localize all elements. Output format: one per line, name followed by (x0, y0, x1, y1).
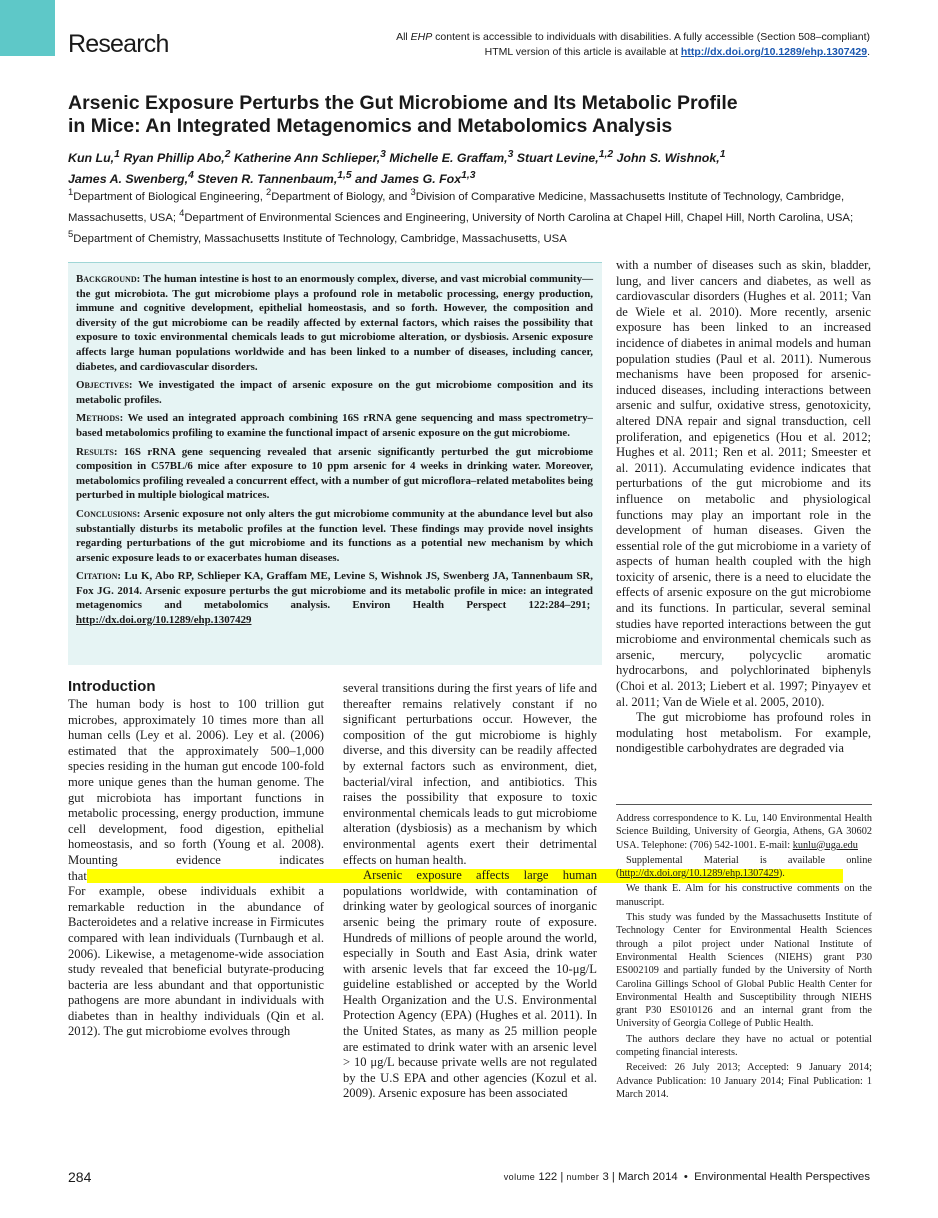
author-name: and James G. Fox (355, 172, 462, 187)
intro-text-continued: For example, obese individuals exhibit a remarkable reduction in the abundance of Bacteroidetes and a relative increase in Firmicutes compared with lean individuals (Turnbaugh et al. 2006). Likewise, a metagenome-wide association study revealed that beneficial butyrate-producing bacteria are less abundant and that opportunistic pathogens are more abundant in individuals with diabetes than in healthy individuals (Qin et al. 2012). The gut microbiome evolves through (68, 884, 324, 1039)
abstract-citation (76, 569, 593, 627)
author-name: Katherine Ann Schlieper, (233, 151, 381, 166)
abstract (76, 272, 593, 632)
background-text: The human intestine is host to an enormously complex, diverse, and vast microbial community—the gut microbiota. The gut microbiome plays a profound role in metabolic processing, energy production, immune and cognitive development, epithelial homeostasis, and so forth. However, the composition and diversity of the gut microbiome can be readily affected by external factors, which raises the possibility that exposure to toxic environmental chemicals leads to gut microbiome alteration, or dysbiosis. Arsenic exposure affects large human populations worldwide and has been linked to a number of diseases, including cancer, diabetes, and cardiovascular disorders. (76, 273, 593, 373)
journal-footer: volume 122 | number 3 | March 2014 • Environmental Health Perspectives (503, 1171, 870, 1183)
citation-doi-link[interactable]: http://dx.doi.org/10.1289/ehp.1307429 (76, 614, 252, 627)
volume-number: 122 (538, 1171, 558, 1183)
access-line2-pre: HTML version of this article is available at (484, 46, 681, 58)
supplemental-text: Supplemental Material is available online ( (616, 854, 872, 880)
author-name: John S. Wishnok, (616, 151, 720, 166)
abstract-background (76, 272, 593, 374)
footnote-dates: Received: 26 July 2013; Accepted: 9 January 2014; Advance Publication: 10 January 2014; Final Publication: 1 March 2014. (616, 1062, 872, 1100)
abstract-conclusions (76, 507, 593, 565)
author-name: Stuart Levine, (516, 151, 599, 166)
body-paragraph: The gut microbiome has profound roles in modulating host metabolism. For example, nondigestible carbohydrates are degraded via (616, 710, 871, 756)
section-color-tab (0, 0, 55, 56)
author-name: Kun Lu, (68, 151, 115, 166)
footer-bullet: • (683, 1171, 688, 1183)
intro-paragraph (68, 697, 324, 1040)
affiliation-3: Division of Comparative Medicine, Massachusetts Institute of Technology, Cambridge, Massachusetts, USA; (68, 190, 845, 224)
footnote-correspondence (616, 812, 872, 852)
abstract-objectives (76, 378, 593, 407)
supplemental-link[interactable]: http://dx.doi.org/10.1289/ehp.1307429 (619, 868, 779, 880)
correspondence-text: Address correspondence to K. Lu, 140 Environmental Health Science Building, University of Georgia, Athens, GA 30602 USA. Telephone: (706) 542-1001. E-mail: (616, 813, 872, 851)
body-paragraph: with a number of diseases such as skin, bladder, lung, and liver cancers and diabetes, as well as cardiovascular disorders (Hughes et al. 2011; Van de Wiele et al. 2010). More recently, arsenic exposure has been linked to an increased incidence of diabetes in animal models and human population studies (Paul et al. 2011). Numerous mechanisms have been proposed for arsenic-induced diseases, including interactions between arsenic and sulfur, oxidative stress, genotoxicity, altered DNA repair and signal transduction, cell proliferation, and epigenetics (Hou et al. 2012; Hughes et al. 2011; Ren et al. 2011; Smeester et al. 2011). Accumulating evidence indicates that perturbations of the gut microbiome and its influence on metabolic and physiological functions may play an important role in the development of human diseases. Given the essential role of the gut microbiome in a variety of aspects of human health coupled with the high toxicity of arsenic, there is a need to elucidate the effects of arsenic exposure on the gut microbiome and its functions. In particular, several seminal studies have reported interactions between the gut microbiome and environmental chemicals such as arsenic, mercury, polycyclic aromatic hydrocarbons, and polychlorinated biphenyls (Choi et al. 2013; Liebert et al. 1997; Pinyayev et al. 2011; Van de Wiele et al. 2005, 2010). (616, 258, 871, 709)
author-affiliation: 1,2 (598, 149, 614, 160)
conclusions-label: Conclusions: (76, 507, 141, 520)
affiliation-1: Department of Biological Engineering, (73, 190, 263, 203)
access-line1-pre: All (396, 31, 411, 43)
footnote-funding: This study was funded by the Massachusetts Institute of Technology Center for Environmental Health Sciences through a pilot project under National Institute of Environmental Health Sciences (NIEHS) grant P30 ES002109 and partially funded by the University of North Carolina Gillings School of Global Public Health Center for Environmental Health and Susceptibility through NIEHS grant P30 ES010126 and an internal grant from the University of Georgia College of Public Health. (616, 912, 872, 1030)
citation-text: Lu K, Abo RP, Schlieper KA, Graffam ME, Levine S, Wishnok JS, Swenberg JA, Tannenbaum SR, Fox JG. 2014. Arsenic exposure perturbs the gut microbiome and its metabolic profile in mice: an integrated metagenomics and metabolomics analysis. Environ Health Perspect 122:284–291; (76, 570, 593, 612)
title-line-2: in Mice: An Integrated Metagenomics and Metabolomics Analysis (68, 115, 673, 137)
affiliations: $^1$Department of Biological Engineering, $^2$Department of Biology, and $^3$Division of Comparative Medicine, Massachusetts Institute of Technology, Cambridge, Massachusetts, USA; $^4$Department of Environmental Sciences and Engineering, University of North Carolina at Chapel Hill, Chapel Hill, North Carolina, USA; $^5$Department of Chemistry, Massachusetts Institute of Technology, Cambridge, Massachusetts, USA (68, 186, 854, 245)
body-column-left (68, 697, 324, 1040)
accessibility-note (350, 30, 870, 60)
objectives-label: Objectives: (76, 379, 133, 392)
citation-label: Citation: (76, 570, 121, 583)
results-label: Results: (76, 445, 118, 458)
footnote-interests: The authors declare they have no actual or potential competing financial interests. (616, 1033, 872, 1059)
affiliation-4: Department of Environmental Sciences and Engineering, University of North Carolina at Chapel Hill, Chapel Hill, North Carolina, USA; (184, 211, 854, 224)
html-version-link[interactable]: http://dx.doi.org/10.1289/ehp.1307429 (680, 46, 868, 58)
introduction-heading: Introduction (68, 678, 156, 695)
affiliation-5: Department of Chemistry, Massachusetts Institute of Technology, Cambridge, Massachusetts, USA (73, 232, 567, 245)
results-text: 16S rRNA gene sequencing revealed that arsenic significantly perturbed the gut microbiome composition in C57BL/6 mice after exposure to 10 ppm arsenic for 4 weeks in drinking water. Moreover, metabolomics profiling revealed a concurrent effect, with a number of gut microflora–related metabolites being perturbed in multiple biological matrices. (76, 445, 593, 502)
footnote-divider (616, 804, 872, 805)
author-affiliation: 2 (224, 149, 231, 160)
article-title (68, 92, 858, 138)
objectives-text: We investigated the impact of arsenic exposure on the gut microbiome composition and its metabolic profiles. (76, 379, 593, 406)
author-list (68, 146, 888, 188)
access-line1-em: EHP (410, 31, 433, 43)
title-line-1: Arsenic Exposure Perturbs the Gut Microbiome and Its Metabolic Profile (68, 92, 738, 114)
issue-date: March 2014 (617, 1171, 678, 1183)
page-number: 284 (68, 1169, 92, 1185)
issue-label: number (566, 1172, 600, 1182)
body-column-right (616, 258, 871, 757)
footnote-thanks: We thank E. Alm for his constructive comments on the manuscript. (616, 883, 872, 908)
footnotes (616, 812, 872, 1103)
abstract-results (76, 445, 593, 503)
section-label: Research (68, 30, 169, 58)
affiliation-2: Department of Biology, and (271, 190, 408, 203)
author-affiliation: 1,3 (461, 170, 476, 182)
body-column-middle (343, 681, 597, 1102)
author-affiliation: 1 (114, 149, 120, 160)
author-affiliation: 1,5 (337, 170, 352, 182)
author-affiliation: 3 (507, 149, 514, 160)
journal-name: Environmental Health Perspectives (694, 1171, 870, 1183)
author-affiliation: 3 (380, 149, 386, 160)
author-name: James A. Swenberg, (68, 172, 189, 187)
body-paragraph: several transitions during the first years of life and thereafter remains relatively constant if no significant perturbations occur. However, the composition of the gut microbiome is highly diverse, and this diversity can be readily affected by external factors such as environment, diet, bacterial/viral infection, and antibiotics. This raises the possibility that exposure to toxic environmental chemicals leads to gut microbiome alteration (dysbiosis) as a mechanism by which environmental agents exert their detrimental effects on human health. (343, 681, 597, 867)
abstract-methods (76, 411, 593, 440)
volume-label: volume (503, 1172, 536, 1182)
email-link[interactable]: kunlu@uga.edu (792, 839, 858, 851)
background-label: Background: (76, 273, 141, 285)
methods-text: We used an integrated approach combining 16S rRNA gene sequencing and mass spectrometry–based metabolomics profiling to examine the functional impact of arsenic exposure on the gut microbiome. (76, 412, 593, 439)
author-name: Ryan Phillip Abo, (123, 151, 225, 166)
methods-label: Methods: (76, 412, 124, 425)
footnote-supplemental (616, 854, 872, 881)
access-line2-post: . (867, 46, 870, 58)
author-affiliation: 1 (719, 149, 726, 160)
body-paragraph: Arsenic exposure affects large human populations worldwide, with contamination of drinking water by geological sources of inorganic arsenic being the primary route of exposure. Hundreds of millions of people around the world, especially in South and East Asia, drink water with arsenic levels that far exceed the 10-μg/L guideline established or accepted by the World Health Organization and the U.S. Environmental Protection Agency (EPA) (Hughes et al. 2011). In the United States, as many as 25 million people are estimated to drink water with an arsenic level > 10 μg/L because private wells are not regulated by the U.S EPA and other agencies (Kozul et al. 2009). Arsenic exposure has been associated (343, 868, 597, 1101)
intro-text: The human body is host to 100 trillion gut microbes, approximately 10 times more than all human cells (Ley et al. 2006). Ley et al. (2006) estimated that the approximately 500–1,000 species residing in the human gut encode 100-fold more unique genes than the human genome. The gut microbiota has important functions in metabolic processing, energy production, immune cell development, food digestion, epithelial homeostasis, and so forth (Young et al. 2008). Mounting evidence indicates that (68, 697, 324, 883)
author-name: Steven R. Tannenbaum, (197, 172, 338, 187)
author-affiliation: 4 (188, 170, 194, 182)
conclusions-text: Arsenic exposure not only alters the gut microbiome community at the abundance level but also substantially disturbs its metabolic profiles at the function level. These findings may provide novel insights regarding perturbations of the gut microbiome and its functions as a potential new mechanism by which arsenic exposure leads to or exacerbates human diseases. (76, 507, 593, 564)
access-line1-post: content is accessible to individuals with disabilities. A fully accessible (Section 508–compliant) (432, 31, 870, 43)
supplemental-close: ). (778, 868, 785, 880)
issue-number: 3 (602, 1171, 609, 1183)
author-name: Michelle E. Graffam, (389, 151, 508, 166)
